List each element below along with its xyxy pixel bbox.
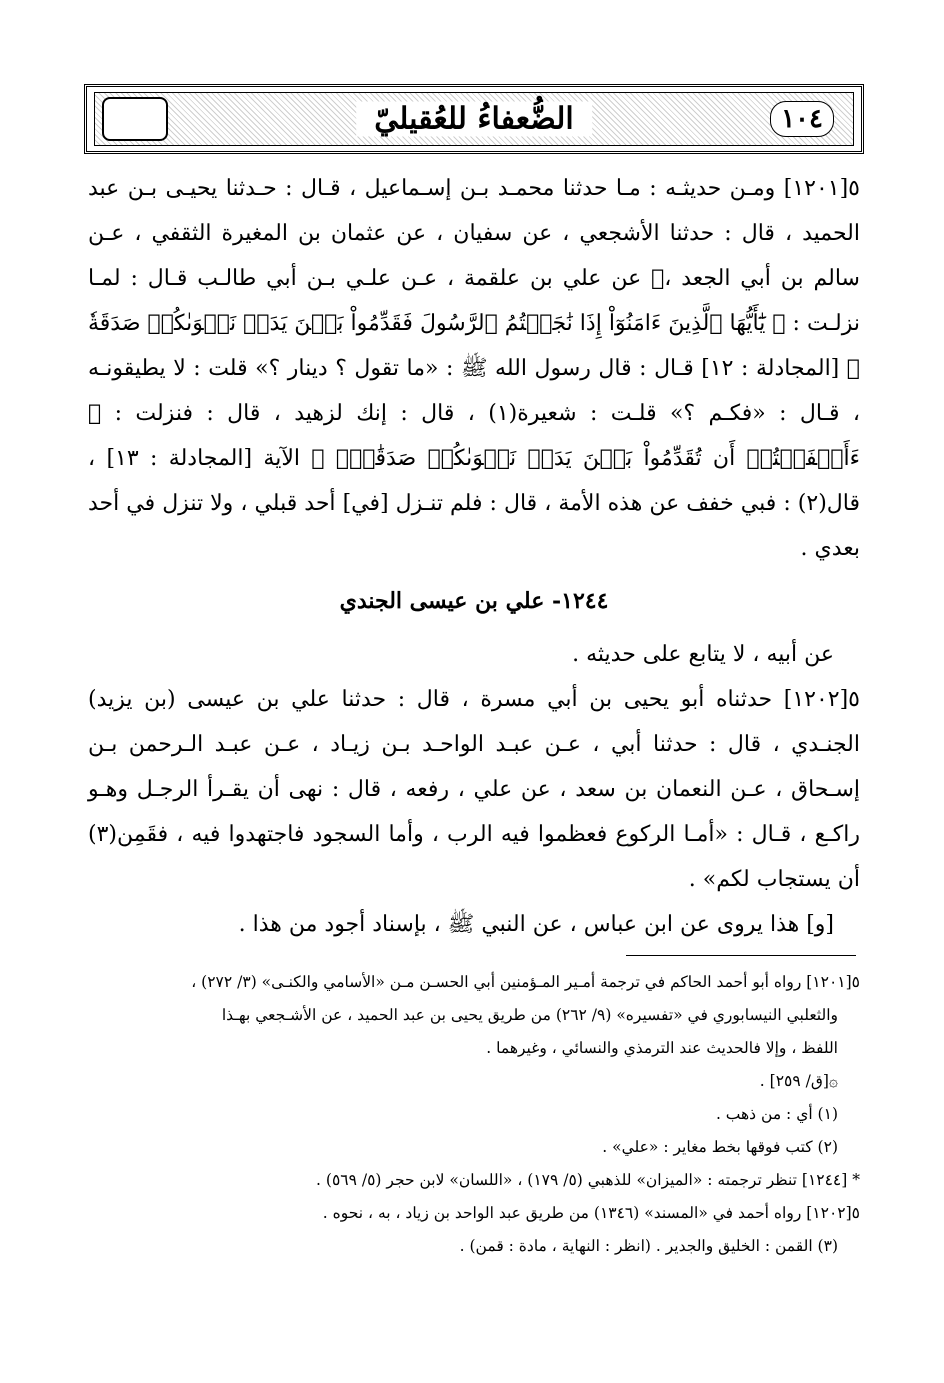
page-header bbox=[84, 84, 864, 154]
footnote-divider bbox=[626, 955, 856, 956]
footnotes bbox=[88, 966, 860, 1263]
footnote-line: (٢) كتب فوقها بخط مغاير : «علي» . bbox=[602, 1138, 838, 1156]
footnote-line: اللفظ ، وإلا فالحديث عند الترمذي والنسائي ، وغيرهما . bbox=[486, 1039, 838, 1057]
footnote-line: (٣) القمن : الخليق والجدير . (انظر : النهاية ، مادة : قمن) . bbox=[459, 1237, 838, 1255]
closing-note: [و] هذا يروى عن ابن عباس ، عن النبي ﷺ ، بإسناد أجود من هذا . bbox=[238, 912, 834, 937]
running-title: الضُّعفاءُ للعُقيليّ bbox=[356, 102, 592, 137]
narrator-note-1244: عن أبيه ، لا يتابع على حديثه . bbox=[572, 642, 834, 667]
footnote-line: (١) أي : من ذهب . bbox=[715, 1105, 838, 1123]
main-text bbox=[88, 166, 860, 947]
footnote-line: والثعلبي النيسابوري في «تفسيره» (٩/ ٢٦٢) من طريق يحيى بن عبد الحميد ، عن الأشـجعي بهـذا bbox=[221, 1006, 838, 1024]
section-heading-1244: ١٢٤٤- علي بن عيسى الجندي bbox=[339, 588, 609, 614]
footnote-line: ٥[١٢٠٢] رواه أحمد في «المسند» (١٣٤٦) من طريق عبد الواحد بن زياد ، به ، نحوه . bbox=[322, 1204, 860, 1222]
hadith-1201: ٥[١٢٠١] ومـن حديثـه : مـا حدثنا محمـد بـن إسـماعيل ، قـال : حـدثنا يحيـى بـن عبد الحميد ، قال : حدثنا الأشجعي ، عن سفيان ، عن عثمان بن المغيرة الثقفي ، عـن سالم بن أبي الجعد ،۞ عن علي بن علقمة ، عـن علـي بـن أبي طالـب قـال : لمـا نزلـت : ﴿ يَٰٓأَيُّهَا ٱلَّذِينَ ءَامَنُوٓاْ إِذَا نَٰجَيۡتُمُ ٱلرَّسُولَ فَقَدِّمُواْ بَيۡنَ يَدَيۡ نَجۡوَىٰكُمۡ صَدَقَةٗ ﴾ [المجادلة : ١٢] قـال : قال رسول الله ﷺ : «ما تقول ؟ دينار ؟» قلت : لا يطيقونـه ، قـال : «فكـم ؟» قلـت : شعيرة(١) ، قال : إنك لزهيد ، قال : فنزلت : ﴿ ءَأَشۡفَقۡتُمۡ أَن تُقَدِّمُواْ بَيۡنَ يَدَيۡ نَجۡوَىٰكُمۡ صَدَقَٰتٖۚ ﴾ الآية [المجادلة : ١٣] ، قال(٢) : فبي خفف عن هذه الأمة ، قال : فلم تنـزل [في] أحد قبلي ، ولا تنزل في أحد بعدي . bbox=[88, 176, 860, 561]
page-number: ١٠٤ bbox=[770, 101, 834, 137]
footnote-line: ٥[١٢٠١] رواه أبو أحمد الحاكم في ترجمة أمـير المـؤمنين أبي الحسـن مـن «الأسامي والكنـى» (٣/ ٢٧٢) ، bbox=[191, 973, 860, 991]
hadith-1202: ٥[١٢٠٢] حدثناه أبو يحيى بن أبي مسرة ، قال : حدثنا علي بن عيسى (بن يزيد) الجنـدي ، قال : حدثنا أبي ، عـن عبـد الواحـد بـن زيـاد ، عـن عبـد الـرحمن بـن إسـحاق ، عـن النعمان بن سعد ، عن علي ، رفعه ، قال : نهى أن يقـرأ الرجـل وهـو راكـع ، قـال : «أمـا الركوع فعظموا فيه الرب ، وأما السجود فاجتهدوا فيه ، فقَمِن(٣) أن يستجاب لكم» . bbox=[88, 687, 860, 892]
book-logo bbox=[102, 97, 168, 141]
footnote-line: ۞[ق/ ٢٥٩] . bbox=[759, 1072, 838, 1090]
footnote-line: * [١٢٤٤] تنظر ترجمته : «الميزان» للذهبي (٥/ ١٧٩) ، «اللسان» لابن حجر (٥/ ٥٦٩) . bbox=[316, 1171, 860, 1189]
